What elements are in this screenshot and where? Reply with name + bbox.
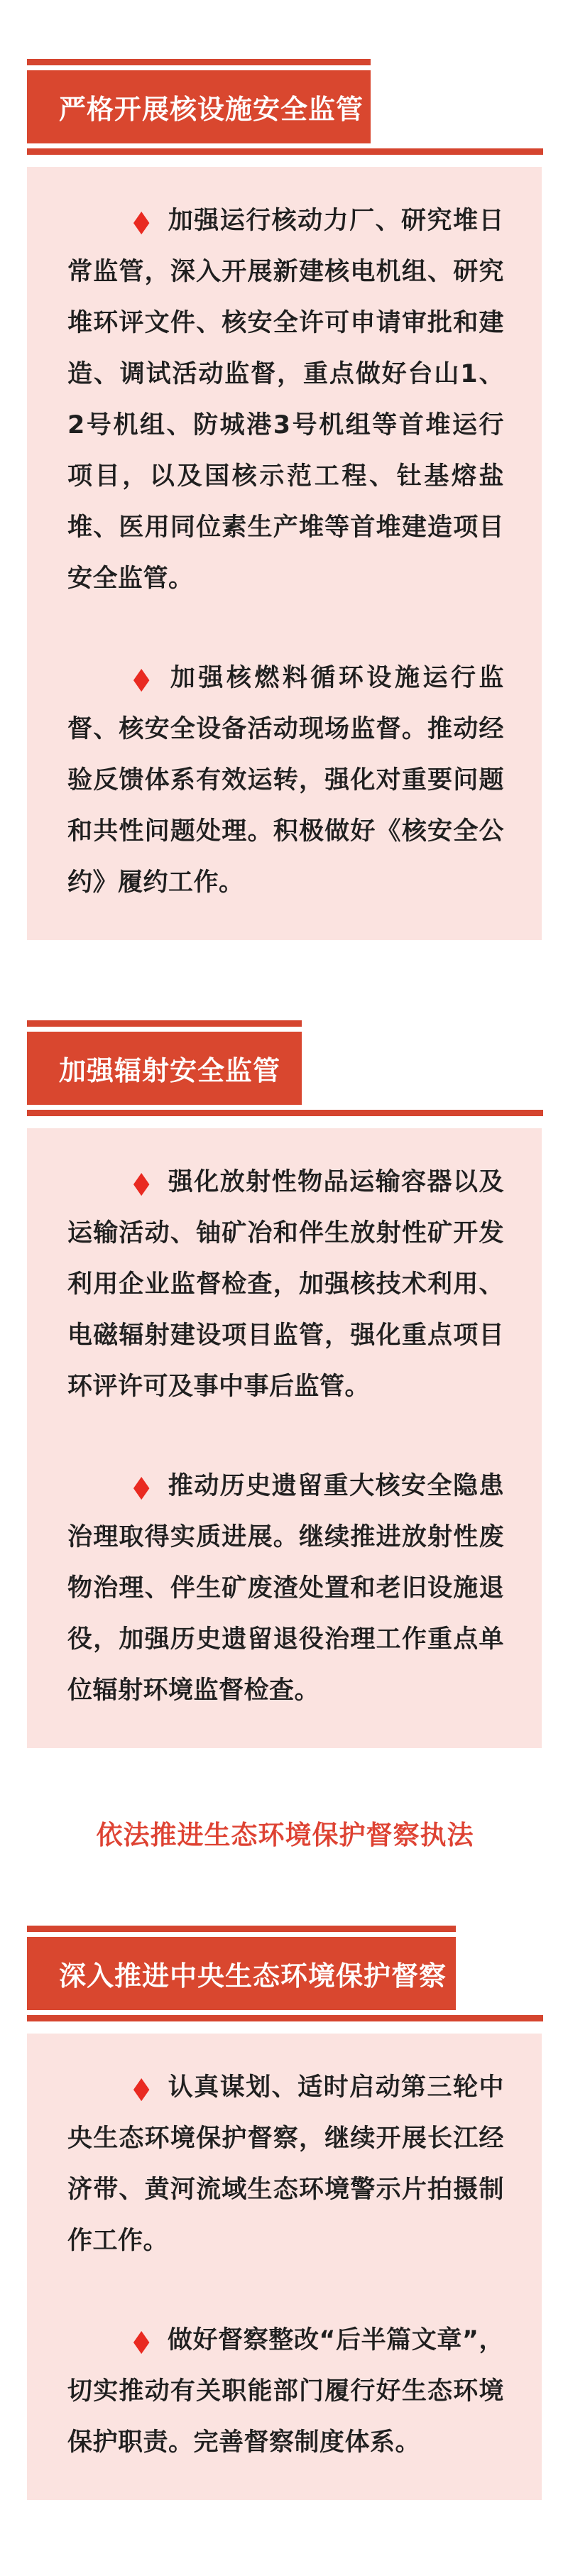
paragraph: [67, 653, 504, 908]
content-panel: [27, 1128, 542, 1748]
line-text: 督、核安全设备活动现场监督。推动经: [67, 715, 504, 743]
section-banner: [27, 59, 568, 155]
text-line: [67, 349, 504, 400]
paragraph: [67, 2062, 504, 2266]
banner-bottom-bar: [27, 1110, 543, 1116]
text-line: [67, 1259, 504, 1310]
article-body: [0, 59, 568, 2576]
text-line: [67, 400, 504, 451]
section-heading: 依法推进生态环境保护督察执法: [96, 1820, 474, 1850]
line-text: 保护职责。完善督察制度体系。: [67, 2428, 421, 2457]
line-text: 安全监管。: [67, 564, 194, 593]
text-line: [67, 1361, 504, 1412]
line-text: 验反馈体系有效运转，强化对重要问题: [67, 766, 504, 795]
diamond-bullet-icon: ◆: [133, 1164, 150, 1199]
section-banner: [27, 1926, 568, 2021]
line-text: 和共性问题处理。积极做好《核安全公: [67, 817, 504, 846]
line-text: 央生态环境保护督察，继续开展长江经: [67, 2124, 504, 2153]
text-line: [67, 2417, 504, 2468]
line-text: 位辐射环境监督检查。: [67, 1676, 320, 1705]
line-text: 电磁辐射建设项目监管，强化重点项目: [67, 1321, 504, 1350]
paragraph: [67, 1461, 504, 1716]
text-line: [67, 1208, 504, 1259]
line-text: 作工作。: [67, 2227, 169, 2255]
text-line: [67, 704, 504, 755]
line-text: 2号机组、防城港3号机组等首堆运行: [67, 411, 504, 440]
line-text: 加强运行核动力厂、研究堆日: [167, 207, 504, 235]
text-line: [67, 1461, 504, 1512]
text-line: [67, 1512, 504, 1563]
diamond-bullet-icon: ◆: [133, 203, 150, 238]
text-line: [67, 2113, 504, 2164]
line-text: 认真谋划、适时启动第三轮中: [167, 2073, 504, 2102]
text-line: [67, 1665, 504, 1716]
section-banner: [27, 1020, 568, 1116]
line-text: 运输活动、铀矿冶和伴生放射性矿开发: [67, 1219, 504, 1248]
line-text: 强化放射性物品运输容器以及: [167, 1168, 504, 1196]
diamond-bullet-icon: ◆: [133, 1468, 150, 1503]
banner-top-bar: [27, 1020, 302, 1027]
banner-title: 严格开展核设施安全监管: [59, 94, 364, 125]
line-text: 项目，以及国核示范工程、钍基熔盐: [67, 462, 504, 491]
paragraph: [67, 1157, 504, 1412]
diamond-bullet-icon: ◆: [133, 660, 150, 695]
banner-title-box: [27, 1937, 456, 2010]
content-panel: [27, 167, 542, 940]
text-line: [67, 755, 504, 806]
line-text: 约》履约工作。: [67, 868, 244, 897]
paragraph: [67, 195, 504, 604]
line-text: 治理取得实质进展。继续推进放射性废: [67, 1523, 504, 1551]
text-line: [67, 195, 504, 246]
paragraph: [67, 2315, 504, 2468]
banner-top-bar: [27, 1926, 456, 1932]
line-text: 堆环评文件、核安全许可申请审批和建: [67, 309, 504, 337]
text-line: [67, 502, 504, 553]
text-line: [67, 2062, 504, 2113]
text-line: [67, 246, 504, 298]
text-line: [67, 857, 504, 908]
diamond-bullet-icon: ◆: [133, 2323, 150, 2357]
line-text: 做好督察整改“后半篇文章”，: [167, 2326, 504, 2354]
text-line: [67, 451, 504, 502]
banner-bottom-bar: [27, 148, 543, 155]
banner-title: 加强辐射安全监管: [59, 1055, 281, 1086]
line-text: 役，加强历史遗留退役治理工作重点单: [67, 1625, 504, 1654]
text-line: [67, 1614, 504, 1665]
line-text: 推动历史遗留重大核安全隐患: [167, 1472, 504, 1500]
text-line: [67, 2366, 504, 2417]
text-line: [67, 1563, 504, 1614]
text-line: [67, 298, 504, 349]
banner-title: 深入推进中央生态环境保护督察: [59, 1960, 447, 1992]
line-text: 切实推动有关职能部门履行好生态环境: [67, 2377, 504, 2406]
text-line: [67, 1157, 504, 1208]
content-panel: [27, 2034, 542, 2500]
diamond-bullet-icon: ◆: [133, 2070, 150, 2105]
line-text: 物治理、伴生矿废渣处置和老旧设施退: [67, 1574, 504, 1603]
text-line: [67, 2164, 504, 2215]
text-line: [67, 2215, 504, 2266]
banner-top-bar: [27, 59, 371, 65]
line-text: 堆、医用同位素生产堆等首堆建造项目: [67, 513, 504, 542]
line-text: 加强核燃料循环设施运行监: [167, 664, 504, 692]
banner-bottom-bar: [27, 2015, 543, 2021]
line-text: 利用企业监督检查，加强核技术利用、: [67, 1270, 504, 1299]
banner-title-box: [27, 1032, 302, 1105]
line-text: 济带、黄河流域生态环境警示片拍摄制: [67, 2176, 504, 2204]
banner-title-box: [27, 70, 371, 143]
text-line: [67, 2315, 504, 2366]
text-line: [67, 1310, 504, 1361]
text-line: [67, 653, 504, 704]
text-line: [67, 806, 504, 857]
line-text: 常监管，深入开展新建核电机组、研究: [67, 258, 504, 286]
line-text: 环评许可及事中事后监管。: [67, 1372, 371, 1401]
line-text: 造、调试活动监督，重点做好台山1、: [67, 360, 504, 388]
text-line: [67, 553, 504, 604]
